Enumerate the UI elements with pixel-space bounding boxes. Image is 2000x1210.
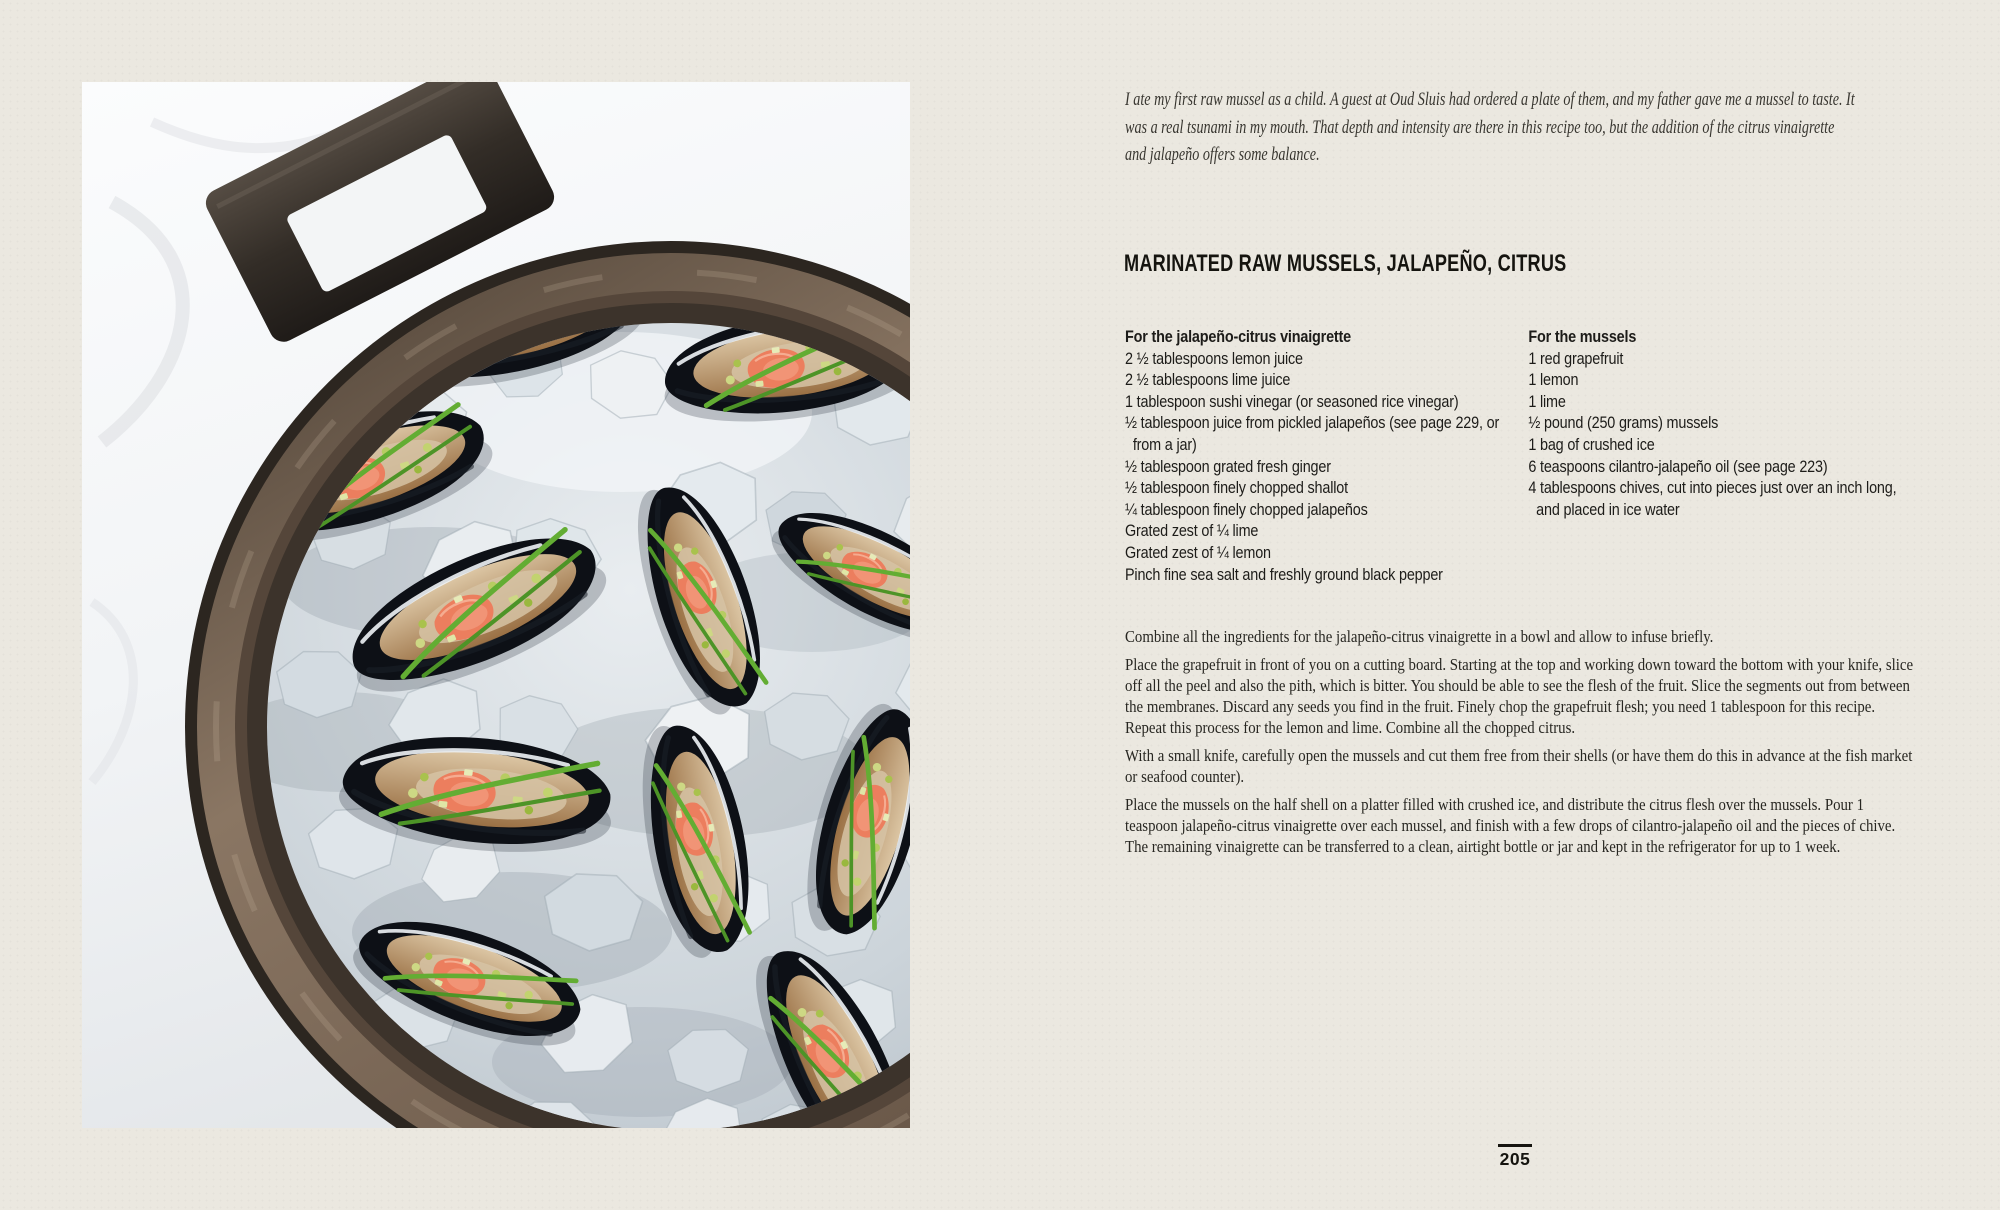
ingredient-item: 6 teaspoons cilantro-jalapeño oil (see page 223) [1528,457,1828,476]
ingredient-item: 2 ½ tablespoons lime juice [1125,371,1291,390]
ingredient-item: 4 tablespoons chives, cut into pieces just over an inch long, and placed in ice water [1528,479,1897,519]
ingredient-item: Grated zest of ¼ lime [1125,522,1259,541]
vinaigrette-heading: For the jalapeño-citrus vinaigrette [1125,328,1352,346]
mussels-ingredients-column [1528,327,1905,586]
ingredient-item: ½ tablespoon grated fresh ginger [1125,457,1331,476]
ingredient-item: ½ pound (250 grams) mussels [1528,414,1719,433]
ingredient-item: ½ tablespoon finely chopped shallot [1125,479,1348,498]
page-footer [1125,1144,1905,1170]
ingredient-item: ½ tablespoon juice from pickled jalapeños (see page 229, or from a jar) [1125,414,1500,454]
mussels-on-ice-illustration [82,82,910,1128]
recipe-title: MARINATED RAW MUSSELS, JALAPEÑO, CITRUS [1124,250,1567,277]
ingredient-item: 1 tablespoon sushi vinegar (or seasoned rice vinegar) [1125,392,1459,411]
ingredient-item: Pinch fine sea salt and freshly ground black pepper [1125,565,1443,584]
ingredient-item: 1 bag of crushed ice [1528,435,1655,454]
intro-note: I ate my first raw mussel as a child. A guest at Oud Sluis had ordered a plate of them, and my father gave me a mussel to taste. It was a real tsunami in my mouth. That depth and intensity are there in this recipe too, but the addition of the citrus vinaigrette and jalapeño offers some balance. [1125,89,1855,165]
instruction-paragraph: Place the grapefruit in front of you on a cutting board. Starting at the top and working down toward the bottom with your knife, slice off all the peel and also the pith, which is bitter. You should be able to see the flesh of the fruit. Slice the segments out from between the membranes. Discard any seeds you find in the fruit. Finely chop the grapefruit flesh; you need 1 tablespoon for this recipe. Repeat this process for the lemon and lime. Combine all the chopped citrus. [1125,655,1914,737]
ingredients-section [1125,327,1911,586]
instruction-paragraph: Combine all the ingredients for the jalapeño-citrus vinaigrette in a bowl and allow to infuse briefly. [1125,627,1714,646]
ingredient-item: Grated zest of ¼ lemon [1125,543,1271,562]
ingredient-item: 2 ½ tablespoons lemon juice [1125,349,1303,368]
ingredient-item: 1 lemon [1528,371,1579,390]
instruction-paragraph: With a small knife, carefully open the mussels and cut them free from their shells (or have them do this in advance at the fish market or seafood counter). [1125,745,1913,786]
page-number: 205 [1498,1144,1533,1170]
vinaigrette-ingredients-column [1125,327,1528,586]
instructions-section [1125,627,1916,865]
ingredient-item: 1 red grapefruit [1528,349,1624,368]
ingredient-item: ¼ tablespoon finely chopped jalapeños [1125,500,1368,519]
instruction-paragraph: Place the mussels on the half shell on a platter filled with crushed ice, and distribute the citrus flesh over the mussels. Pour 1 teaspoon jalapeño-citrus vinaigrette over each mussel, and finish with a few drops of cilantro-jalapeño oil and the pieces of chive. The remaining vinaigrette can be transferred to a clean, airtight bottle or jar and kept in the refrigerator for up to 1 week. [1125,795,1896,856]
ingredient-item: 1 lime [1528,392,1566,411]
mussels-heading: For the mussels [1528,328,1637,346]
recipe-photo [82,82,910,1128]
